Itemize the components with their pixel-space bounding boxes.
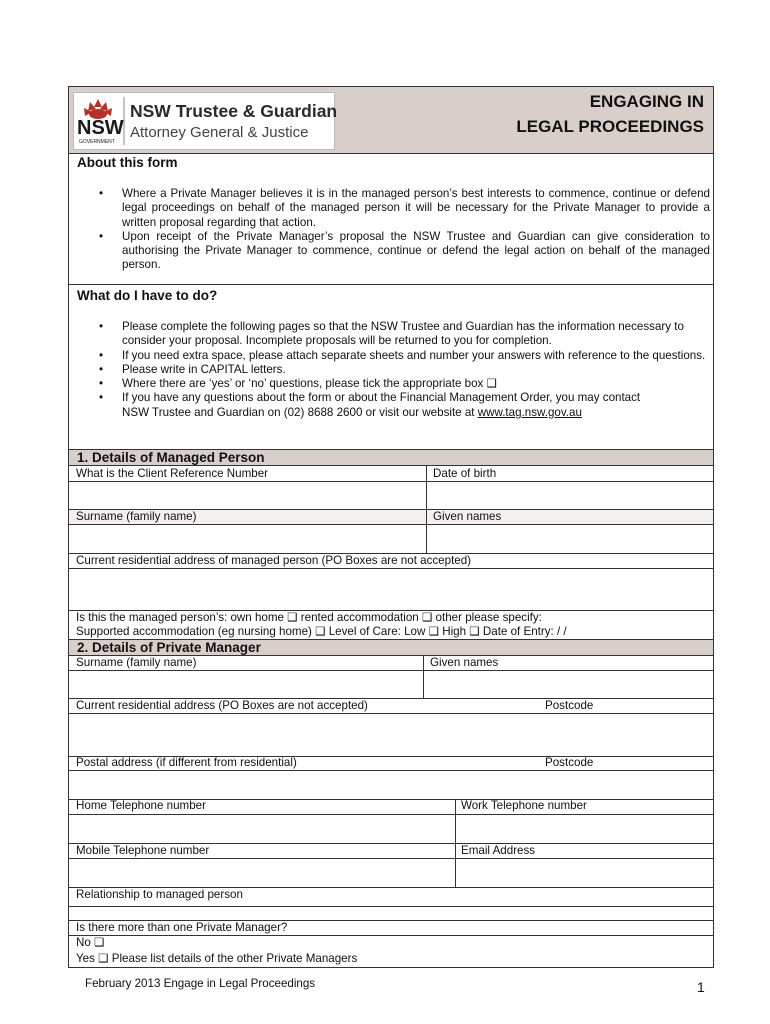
address-label: Current residential address of managed person (PO Boxes are not accepted) — [76, 554, 472, 567]
work-phone-label: Work Telephone number — [461, 799, 587, 812]
page-number: 1 — [697, 979, 705, 995]
title-line-1: ENGAGING IN — [589, 92, 704, 111]
client-ref-field[interactable] — [70, 482, 425, 509]
relationship-label: Relationship to managed person — [76, 888, 243, 901]
divider — [69, 935, 713, 936]
footer-text: February 2013 Engage in Legal Proceedings — [85, 977, 316, 990]
todo-bullet-2: • If you need extra space, please attach separate sheets and number your answers with reference to the questions. — [70, 349, 710, 363]
home-phone-field[interactable] — [70, 815, 454, 843]
client-ref-label: What is the Client Reference Number — [76, 467, 269, 480]
divider — [455, 843, 456, 887]
org-subtitle: Attorney General & Justice — [130, 124, 309, 141]
about-heading: About this form — [77, 155, 178, 170]
relationship-field[interactable] — [70, 907, 712, 919]
dob-field[interactable] — [427, 482, 712, 509]
divider — [423, 656, 424, 698]
pm-surname-field[interactable] — [70, 671, 422, 698]
todo-bullet-3: • Please write in CAPITAL letters. — [70, 363, 710, 377]
given-names-label: Given names — [433, 510, 502, 523]
page-title — [516, 89, 704, 139]
divider — [426, 509, 427, 553]
home-phone-label: Home Telephone number — [76, 799, 206, 812]
gov-small: GOVERNMENT — [79, 139, 115, 145]
divider — [426, 466, 427, 510]
todo-list — [70, 320, 710, 420]
contact-text: NSW Trustee and Guardian on (02) 8688 2600 or visit our website at — [122, 405, 478, 419]
todo-bullet-5: • If you have any questions about the form or about the Financial Management Order, you may contact — [70, 391, 710, 405]
pm-given-names-label: Given names — [430, 656, 499, 669]
surname-label: Surname (family name) — [76, 510, 197, 523]
pm-res-address-field[interactable] — [70, 714, 712, 755]
yes-checkbox[interactable]: Yes ❑ Please list details of the other Private Managers — [76, 952, 358, 965]
postcode-label-2: Postcode — [545, 756, 594, 769]
mobile-field[interactable] — [70, 859, 454, 886]
no-checkbox[interactable]: No ❑ — [76, 936, 105, 949]
org-name: NSW Trustee & Guardian — [130, 101, 338, 121]
pm-postal-address-field[interactable] — [70, 771, 712, 798]
supported-accommodation-line[interactable]: Supported accommodation (eg nursing home) ❑ Level of Care: Low ❑ High ❑ Date of Entry: / / — [76, 625, 567, 638]
about-bullet-1: • Where a Private Manager believes it is in the managed person’s best interests to commence, continue or defend legal proceedings on behalf of the managed person it will be necessary for the Private Manager to provide a written proposal regarding that action. — [70, 187, 710, 230]
contact-line — [70, 406, 710, 420]
given-names-field[interactable] — [427, 525, 712, 552]
email-field[interactable] — [456, 859, 712, 886]
about-list — [70, 187, 710, 273]
email-label: Email Address — [461, 844, 536, 857]
about-bullet-2: • Upon receipt of the Private Manager’s proposal the NSW Trustee and Guardian can give consideration to authorising the Private Manager to commence, continue or defend the legal action on behalf of the managed person. — [70, 230, 710, 273]
nsw-logo — [73, 92, 338, 150]
mobile-label: Mobile Telephone number — [76, 844, 210, 857]
divider — [455, 799, 456, 843]
section1-heading: 1. Details of Managed Person — [77, 450, 265, 465]
more-than-one-label: Is there more than one Private Manager? — [76, 921, 288, 934]
section2-heading: 2. Details of Private Manager — [77, 640, 261, 655]
todo-bullet-4: • Where there are ‘yes’ or ‘no’ questions, please tick the appropriate box ❑ — [70, 377, 710, 391]
address-field[interactable] — [70, 569, 712, 609]
home-type-line[interactable]: Is this the managed person’s: own home ❑ rented accommodation ❑ other please specify: — [76, 611, 542, 624]
divider — [69, 284, 713, 285]
surname-field[interactable] — [70, 525, 425, 552]
work-phone-field[interactable] — [456, 815, 712, 843]
todo-bullet-1: • Please complete the following pages so that the NSW Trustee and Guardian has the information necessary to consider your proposal. Incomplete proposals will be returned to you for completion. — [70, 320, 710, 349]
title-line-2: LEGAL PROCEEDINGS — [516, 117, 704, 136]
postcode-label-1: Postcode — [545, 699, 594, 712]
pm-given-names-field[interactable] — [424, 671, 712, 698]
dob-label: Date of birth — [433, 467, 497, 480]
gov-word: NSW — [77, 117, 124, 139]
website-link[interactable]: www.tag.nsw.gov.au — [477, 405, 582, 419]
pm-res-address-label: Current residential address (PO Boxes are not accepted) — [76, 699, 368, 712]
pm-postal-address-label: Postal address (if different from residential) — [76, 756, 297, 769]
todo-heading: What do I have to do? — [77, 288, 218, 303]
pm-surname-label: Surname (family name) — [76, 656, 197, 669]
